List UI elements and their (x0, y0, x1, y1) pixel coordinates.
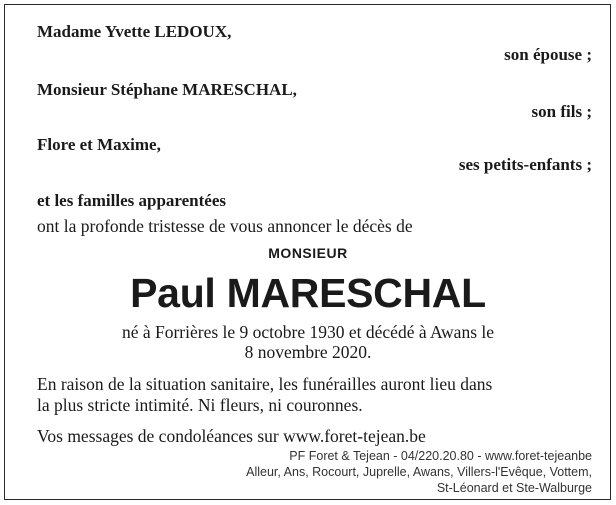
family-member-relation: son épouse ; (504, 45, 592, 64)
honorific: MONSIEUR (268, 245, 348, 261)
funeral-info-line: la plus stricte intimité. Ni fleurs, ni couronnes. (37, 395, 363, 415)
family-member-name: Madame Yvette LEDOUX, (37, 22, 232, 41)
deceased-name: Paul MARESCHAL (130, 270, 486, 316)
birth-death-line: 8 novembre 2020. (244, 342, 372, 362)
family-member-name: Monsieur Stéphane MARESCHAL, (37, 80, 297, 99)
family-member-name: Flore et Maxime, (37, 135, 161, 154)
announce-line: ont la profonde tristesse de vous annoncer le décès de (37, 216, 413, 236)
funeral-home-line: PF Foret & Tejean - 04/220.20.80 - www.foret-tejeanbe (289, 449, 592, 463)
family-member-relation: ses petits-enfants ; (458, 155, 592, 174)
condolences-line: Vos messages de condoléances sur www.foret-tejean.be (37, 426, 426, 446)
funeral-home-line: St-Léonard et Ste-Walburge (436, 481, 592, 495)
funeral-info-line: En raison de la situation sanitaire, les funérailles auront lieu dans (37, 374, 493, 394)
birth-death-line: né à Forrières le 9 octobre 1930 et décédé à Awans le (121, 322, 495, 342)
families-line: et les familles apparentées (37, 191, 227, 210)
family-member-relation: son fils ; (531, 102, 592, 121)
funeral-home-line: Alleur, Ans, Rocourt, Juprelle, Awans, Villers-l'Evêque, Vottem, (246, 465, 592, 479)
